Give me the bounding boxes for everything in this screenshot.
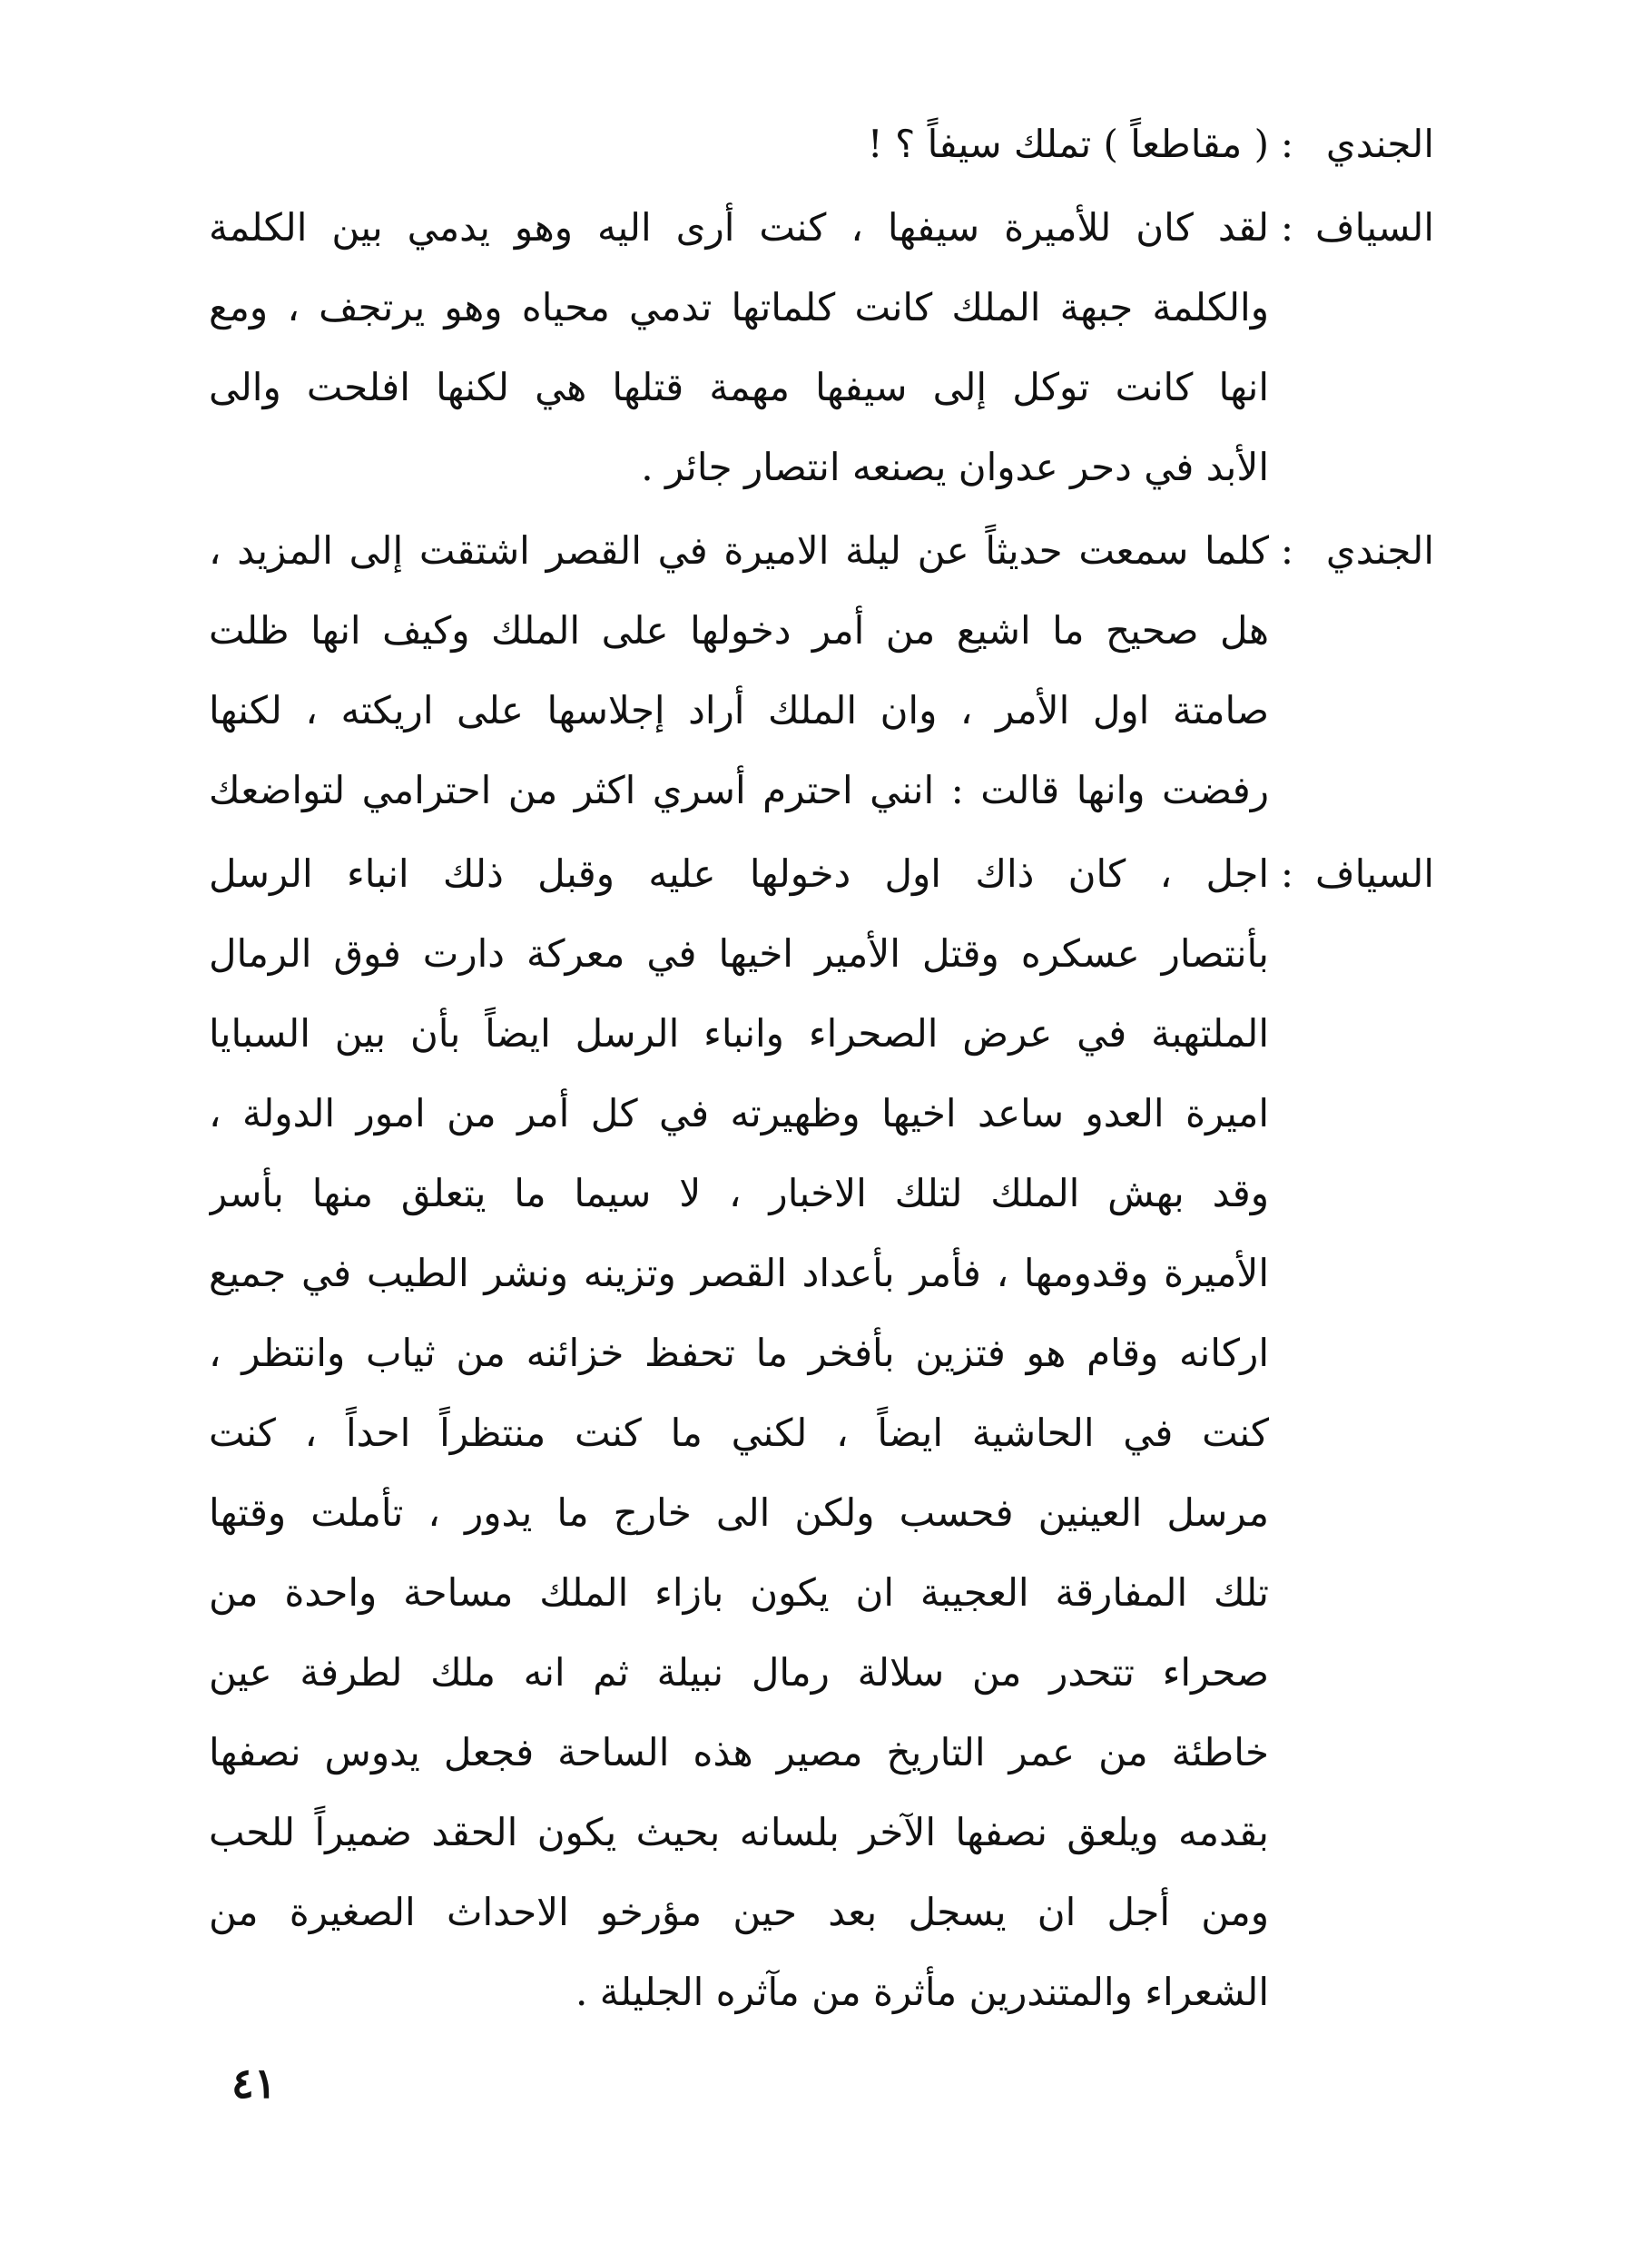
dialogue-block — [209, 104, 1434, 2036]
text-line: اركانه وقام هو فتزين بأفخر ما تحفظ خزائنه من ثياب وانتظر ، — [209, 1331, 1269, 1375]
text-line: لقد كان للأميرة سيفها ، كنت أرى اليه وهو يدمي بين الكلمة — [209, 205, 1269, 250]
speaker-name: السياف — [1315, 851, 1434, 896]
speaker-colon: : — [1280, 122, 1294, 166]
text-line: اميرة العدو ساعد اخيها وظهيرته في كل أمر من امور الدولة ، — [209, 1091, 1269, 1135]
speech-text — [209, 104, 1269, 184]
text-line: مرسل العينين فحسب ولكن الى خارج ما يدور ، تأملت وقتها — [209, 1490, 1269, 1535]
text-line: بقدمه ويلعق نصفها الآخر بلسانه بحيث يكون الحقد ضميراً للحب — [209, 1810, 1269, 1854]
page-number: ٤١ — [231, 2059, 277, 2108]
speech-text — [209, 188, 1269, 507]
text-line: الشعراء والمتندرين مأثرة من مآثره الجليلة . — [575, 1970, 1269, 2014]
text-line: صامتة اول الأمر ، وان الملك أراد إجلاسها على اريكته ، لكنها — [209, 688, 1269, 732]
speech-text — [209, 834, 1269, 2032]
text-line: الأميرة وقدومها ، فأمر بأعداد القصر وتزينه ونشر الطيب في جميع — [209, 1251, 1269, 1295]
text-line: بأنتصار عسكره وقتل الأمير اخيها في معركة دارت فوق الرمال — [209, 931, 1269, 976]
dialogue-entry — [209, 188, 1434, 507]
text-line: خاطئة من عمر التاريخ مصير هذه الساحة فجعل يدوس نصفها — [209, 1730, 1269, 1774]
text-line: كنت في الحاشية ايضاً ، لكني ما كنت منتظراً احداً ، كنت — [209, 1411, 1269, 1455]
text-line: وقد بهش الملك لتلك الاخبار ، لا سيما ما يتعلق منها بأسر — [209, 1171, 1269, 1215]
dialogue-entry — [209, 511, 1434, 831]
text-line: انها كانت توكل إلى سيفها مهمة قتلها هي لكنها افلحت والى — [209, 365, 1269, 409]
text-line: والكلمة جبهة الملك كانت كلماتها تدمي محياه وهو يرتجف ، ومع — [209, 285, 1269, 329]
speaker-name: السياف — [1315, 205, 1434, 250]
text-line: ومن أجل ان يسجل بعد حين مؤرخو الاحداث الصغيرة من — [209, 1890, 1269, 1934]
text-line: اجل ، كان ذاك اول دخولها عليه وقبل ذلك انباء الرسل — [209, 851, 1269, 896]
text-line: الأبد في دحر عدوان يصنعه انتصار جائر . — [641, 445, 1269, 489]
speech-text — [209, 511, 1269, 831]
speaker-colon: : — [1280, 851, 1294, 896]
dialogue-entry — [209, 104, 1434, 184]
text-line: صحراء تتحدر من سلالة رمال نبيلة ثم انه ملك لطرفة عين — [209, 1650, 1269, 1695]
text-line: كلما سمعت حديثاً عن ليلة الاميرة في القصر اشتقت إلى المزيد ، — [209, 528, 1269, 573]
speaker-colon: : — [1280, 528, 1294, 573]
text-line: ( مقاطعاً ) تملك سيفاً ؟ ! — [867, 122, 1269, 166]
text-line: تلك المفارقة العجيبة ان يكون بازاء الملك مساحة واحدة من — [209, 1570, 1269, 1615]
text-line: رفضت وانها قالت : انني احترم أسري اكثر من احترامي لتواضعك — [209, 768, 1269, 812]
speaker-name: الجندي — [1325, 122, 1434, 166]
dialogue-entry — [209, 834, 1434, 2032]
text-line: الملتهبة في عرض الصحراء وانباء الرسل ايضاً بأن بين السبايا — [209, 1011, 1269, 1056]
text-line: هل صحيح ما اشيع من أمر دخولها على الملك وكيف انها ظلت — [209, 608, 1269, 653]
speaker-colon: : — [1280, 205, 1294, 250]
speaker-name: الجندي — [1325, 528, 1434, 573]
